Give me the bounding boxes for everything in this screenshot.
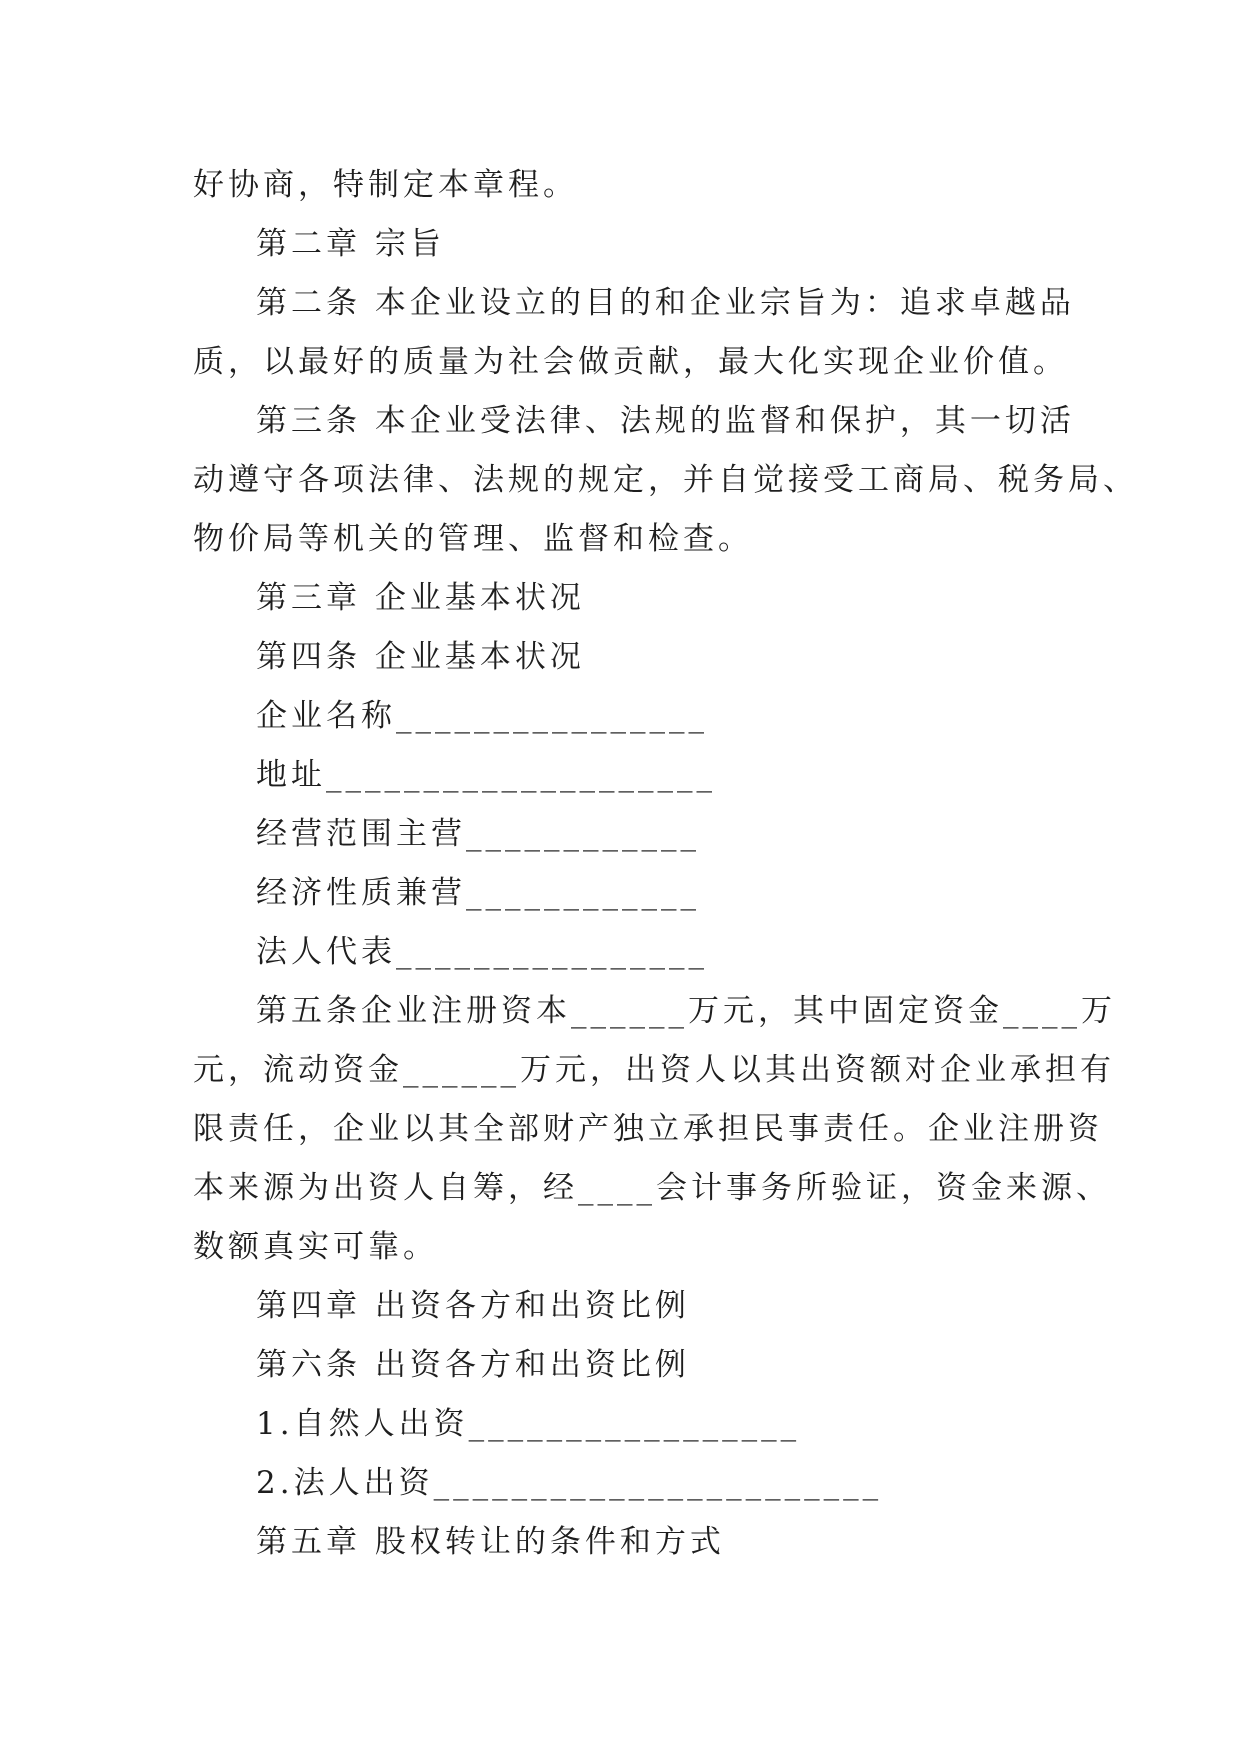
line-text: 第五条企业注册资本______万元，其中固定资金____万 xyxy=(256,993,1116,1029)
chapter-heading xyxy=(0,215,1241,273)
article-line xyxy=(0,982,1241,1040)
line-text: 经济性质兼营____________ xyxy=(256,875,700,911)
line-text: 元，流动资金______万元，出资人以其出资额对企业承担有 xyxy=(193,1052,1115,1088)
text-line xyxy=(0,1159,1241,1217)
line-text: 经营范围主营____________ xyxy=(256,816,700,852)
form-field-line xyxy=(0,1395,1241,1453)
form-field-line xyxy=(0,746,1241,804)
line-text: 物价局等机关的管理、监督和检查。 xyxy=(193,521,753,557)
line-text: 第六条 出资各方和出资比例 xyxy=(256,1347,690,1383)
text-line xyxy=(0,156,1241,214)
form-field-line xyxy=(0,923,1241,981)
text-line xyxy=(0,1100,1241,1158)
line-text: 第二章 宗旨 xyxy=(256,226,445,262)
line-text: 本来源为出资人自筹，经____会计事务所验证，资金来源、 xyxy=(193,1170,1111,1206)
line-text: 好协商，特制定本章程。 xyxy=(193,167,578,203)
text-line xyxy=(0,510,1241,568)
line-text: 第二条 本企业设立的目的和企业宗旨为：追求卓越品 xyxy=(256,285,1075,321)
form-field-line xyxy=(0,687,1241,745)
article-line xyxy=(0,1336,1241,1394)
line-text: 地址____________________ xyxy=(256,757,716,793)
chapter-heading xyxy=(0,1513,1241,1571)
line-text: 企业名称________________ xyxy=(256,698,708,734)
line-text: 第四章 出资各方和出资比例 xyxy=(256,1288,690,1324)
text-line xyxy=(0,333,1241,391)
chapter-heading xyxy=(0,569,1241,627)
form-field-line xyxy=(0,864,1241,922)
form-field-line xyxy=(0,1454,1241,1512)
article-line xyxy=(0,392,1241,450)
article-line xyxy=(0,628,1241,686)
text-line xyxy=(0,451,1241,509)
line-text: 第五章 股权转让的条件和方式 xyxy=(256,1524,725,1560)
line-text: 第三章 企业基本状况 xyxy=(256,580,585,616)
line-text: 质，以最好的质量为社会做贡献，最大化实现企业价值。 xyxy=(193,344,1068,380)
line-text: 限责任，企业以其全部财产独立承担民事责任。企业注册资 xyxy=(193,1111,1103,1147)
line-text: 数额真实可靠。 xyxy=(193,1229,438,1265)
article-line xyxy=(0,274,1241,332)
text-line xyxy=(0,1041,1241,1099)
line-text: 1.自然人出资_________________ xyxy=(256,1406,801,1442)
line-text: 第三条 本企业受法律、法规的监督和保护，其一切活 xyxy=(256,403,1075,439)
text-line xyxy=(0,1218,1241,1276)
line-text: 动遵守各项法律、法规的规定，并自觉接受工商局、税务局、 xyxy=(193,462,1138,498)
chapter-heading xyxy=(0,1277,1241,1335)
line-text: 第四条 企业基本状况 xyxy=(256,639,585,675)
line-text: 法人代表________________ xyxy=(256,934,708,970)
form-field-line xyxy=(0,805,1241,863)
line-text: 2.法人出资_______________________ xyxy=(256,1465,883,1501)
